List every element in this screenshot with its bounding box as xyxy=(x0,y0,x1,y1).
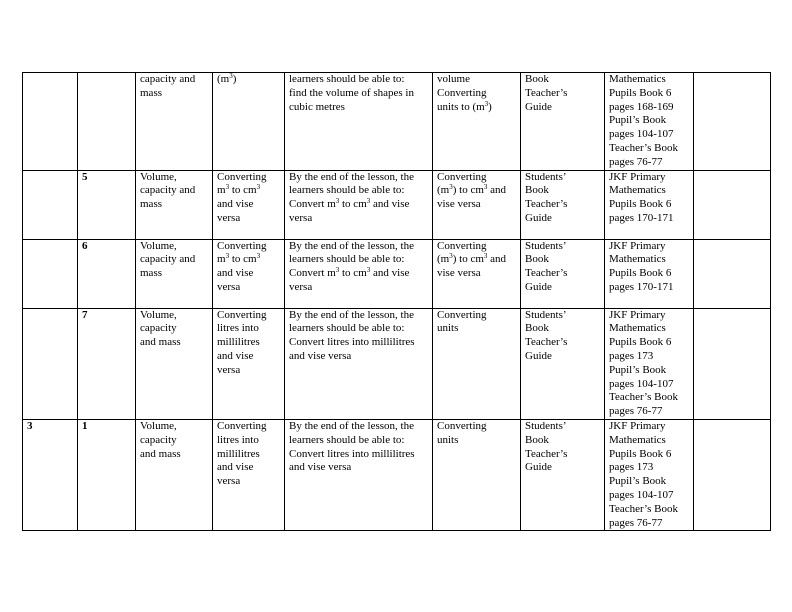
cell-text-line: Book xyxy=(525,73,549,85)
cell-text-line: learners should be able to: xyxy=(289,433,405,446)
sub-strand-cell xyxy=(213,170,285,239)
cell-text-line: learners should be able to: xyxy=(289,322,405,335)
cell-text-line: millilitres xyxy=(217,336,260,349)
cell-text-line: cubic metres xyxy=(289,100,345,113)
scheme-of-work-table xyxy=(22,72,771,531)
cell-text-line: and mass xyxy=(140,447,181,460)
cell-text-line: capacity xyxy=(140,433,177,446)
strand-cell xyxy=(136,419,213,530)
cell-text-line: capacity and xyxy=(140,73,196,85)
cell-text-line: $(m^3)$ to $cm^3$ and xyxy=(437,252,507,266)
sub-strand-cell xyxy=(213,239,285,308)
cell-text-line: litres into xyxy=(217,433,259,446)
outcomes-cell xyxy=(285,419,433,530)
remarks-cell xyxy=(694,73,771,171)
table-row xyxy=(23,419,771,530)
cell-text-line: $(m^3)$ xyxy=(217,72,237,85)
cell-text-line: versa xyxy=(289,280,313,293)
cell-text-line: and vise versa xyxy=(289,349,352,362)
cell-text-line: Pupils Book 6 xyxy=(609,336,672,349)
references-cell xyxy=(605,73,694,171)
activities-cell xyxy=(433,308,521,419)
cell-text-line: Convert litres into millilitres xyxy=(289,447,415,460)
table-row xyxy=(23,170,771,239)
cell-text-line: Converting xyxy=(217,170,267,183)
cell-text-line: pages 170-171 xyxy=(609,280,674,293)
week-cell: 3 xyxy=(23,419,78,530)
cell-text-line: Pupils Book 6 xyxy=(609,447,672,460)
cell-text-line: versa xyxy=(217,363,241,376)
table-body xyxy=(23,73,771,531)
cell-text-line: Convert $m^3$ to $cm^3$ and vise xyxy=(289,266,410,280)
cell-text-line: Guide xyxy=(525,211,552,224)
activities-cell xyxy=(433,170,521,239)
cell-text-line: pages 76-77 xyxy=(609,155,663,168)
cell-text-line: units xyxy=(437,433,459,446)
cell-text-line: units to $(m^3)$ xyxy=(437,99,492,113)
cell-text-line: versa xyxy=(217,475,241,488)
cell-text-line: learners should be able to: xyxy=(289,184,405,197)
resources-cell xyxy=(521,73,605,171)
cell-text-line: Book xyxy=(525,253,549,266)
cell-text-line: and vise versa xyxy=(289,461,352,474)
cell-text-line: Teacher’s xyxy=(525,267,568,280)
strand-cell xyxy=(136,239,213,308)
outcomes-cell xyxy=(285,239,433,308)
cell-text-line: pages 104-107 xyxy=(609,128,674,141)
references-cell xyxy=(605,170,694,239)
cell-text-line: Teacher’s xyxy=(525,447,568,460)
outcomes-cell xyxy=(285,170,433,239)
resources-cell xyxy=(521,419,605,530)
cell-text-line: Volume, xyxy=(140,239,177,252)
cell-text-line: Convert litres into millilitres xyxy=(289,336,415,349)
cell-text-line: versa xyxy=(289,211,313,224)
cell-text-line: Teacher’s xyxy=(525,336,568,349)
activities-cell xyxy=(433,239,521,308)
outcomes-cell xyxy=(285,308,433,419)
cell-text-line: Volume, xyxy=(140,170,177,183)
week-cell xyxy=(23,239,78,308)
cell-text-line: Book xyxy=(525,322,549,335)
cell-text-line: Mathematics xyxy=(609,184,666,197)
cell-text-line: and vise xyxy=(217,198,254,211)
cell-text-line: Teacher’s Book xyxy=(609,502,678,515)
cell-text-line: versa xyxy=(217,280,241,293)
cell-text-line: JKF Primary xyxy=(609,308,666,321)
cell-text-line: Book xyxy=(525,433,549,446)
strand-cell xyxy=(136,73,213,171)
cell-text-line: mass xyxy=(140,86,162,99)
cell-text-line: Converting xyxy=(437,86,487,99)
cell-text-line: Teacher’s Book xyxy=(609,391,678,404)
cell-text-line: vise versa xyxy=(437,267,481,280)
cell-text-line: Pupil’s Book xyxy=(609,114,667,127)
cell-text-line: vise versa xyxy=(437,198,481,211)
sub-strand-cell xyxy=(213,73,285,171)
cell-text-line: Guide xyxy=(525,461,552,474)
cell-text-line: Mathematics xyxy=(609,322,666,335)
week-cell xyxy=(23,170,78,239)
cell-text-line: litres into xyxy=(217,322,259,335)
cell-text-line: $(m^3)$ to $cm^3$ and xyxy=(437,183,507,197)
cell-text-line: Students’ xyxy=(525,308,567,321)
cell-text-line: Mathematics xyxy=(609,73,666,85)
cell-text-line: Pupils Book 6 xyxy=(609,267,672,280)
cell-text-line: Teacher’s Book xyxy=(609,141,678,154)
activities-cell xyxy=(433,419,521,530)
cell-text-line: By the end of the lesson, the xyxy=(289,239,414,252)
cell-text-line: Guide xyxy=(525,280,552,293)
sub-strand-cell xyxy=(213,308,285,419)
cell-text-line: learners should be able to: xyxy=(289,253,405,266)
cell-text-line: learners should be able to: xyxy=(289,73,405,85)
lesson-cell: 7 xyxy=(78,308,136,419)
cell-text-line: millilitres xyxy=(217,447,260,460)
cell-text-line: Converting xyxy=(437,170,487,183)
week-cell xyxy=(23,308,78,419)
cell-text-line: Converting xyxy=(217,239,267,252)
cell-text-line: JKF Primary xyxy=(609,170,666,183)
cell-text-line: Converting xyxy=(437,308,487,321)
cell-text-line: pages 173 xyxy=(609,349,654,362)
cell-text-line: Teacher’s xyxy=(525,86,568,99)
cell-text-line: Book xyxy=(525,184,549,197)
strand-cell xyxy=(136,308,213,419)
cell-text-line: Pupil’s Book xyxy=(609,475,667,488)
cell-text-line: Volume, xyxy=(140,308,177,321)
cell-text-line: units xyxy=(437,322,459,335)
resources-cell xyxy=(521,308,605,419)
cell-text-line: Volume, xyxy=(140,419,177,432)
activities-cell xyxy=(433,73,521,171)
cell-text-line: Mathematics xyxy=(609,253,666,266)
cell-text-line: Students’ xyxy=(525,239,567,252)
cell-text-line: $m^3$ to $cm^3$ xyxy=(217,252,261,266)
cell-text-line: Students’ xyxy=(525,419,567,432)
cell-text-line: pages 104-107 xyxy=(609,488,674,501)
lesson-cell: 1 xyxy=(78,419,136,530)
cell-text-line: and vise xyxy=(217,461,254,474)
table-row xyxy=(23,239,771,308)
cell-text-line: Pupils Book 6 xyxy=(609,198,672,211)
cell-text-line: pages 104-107 xyxy=(609,377,674,390)
references-cell xyxy=(605,419,694,530)
outcomes-cell xyxy=(285,73,433,171)
cell-text-line: and vise xyxy=(217,349,254,362)
cell-text-line: Teacher’s xyxy=(525,198,568,211)
remarks-cell xyxy=(694,239,771,308)
cell-text-line: pages 76-77 xyxy=(609,516,663,529)
cell-text-line: Converting xyxy=(217,419,267,432)
cell-text-line: and mass xyxy=(140,336,181,349)
cell-text-line: Pupils Book 6 xyxy=(609,86,672,99)
references-cell xyxy=(605,308,694,419)
cell-text-line: pages 168-169 xyxy=(609,100,674,113)
cell-text-line: capacity xyxy=(140,322,177,335)
cell-text-line: volume xyxy=(437,73,470,85)
cell-text-line: versa xyxy=(217,211,241,224)
cell-text-line: Pupil’s Book xyxy=(609,363,667,376)
cell-text-line: pages 173 xyxy=(609,461,654,474)
cell-text-line: $m^3$ to $cm^3$ xyxy=(217,183,261,197)
remarks-cell xyxy=(694,170,771,239)
lesson-cell xyxy=(78,73,136,171)
cell-text-line: Converting xyxy=(217,308,267,321)
cell-text-line: mass xyxy=(140,267,162,280)
cell-text-line: Students’ xyxy=(525,170,567,183)
cell-text-line: find the volume of shapes in xyxy=(289,86,414,99)
remarks-cell xyxy=(694,308,771,419)
cell-text-line: and vise xyxy=(217,267,254,280)
remarks-cell xyxy=(694,419,771,530)
cell-text-line: By the end of the lesson, the xyxy=(289,308,414,321)
table-row xyxy=(23,73,771,171)
cell-text-line: Guide xyxy=(525,100,552,113)
cell-text-line: JKF Primary xyxy=(609,419,666,432)
cell-text-line: pages 170-171 xyxy=(609,211,674,224)
cell-text-line: Guide xyxy=(525,349,552,362)
references-cell xyxy=(605,239,694,308)
cell-text-line: capacity and xyxy=(140,253,196,266)
cell-text-line: mass xyxy=(140,198,162,211)
strand-cell xyxy=(136,170,213,239)
lesson-cell: 5 xyxy=(78,170,136,239)
lesson-cell: 6 xyxy=(78,239,136,308)
cell-text-line: Convert $m^3$ to $cm^3$ and vise xyxy=(289,197,410,211)
week-cell xyxy=(23,73,78,171)
cell-text-line: By the end of the lesson, the xyxy=(289,170,414,183)
cell-text-line: By the end of the lesson, the xyxy=(289,419,414,432)
sub-strand-cell xyxy=(213,419,285,530)
cell-text-line: capacity and xyxy=(140,184,196,197)
cell-text-line: Converting xyxy=(437,419,487,432)
resources-cell xyxy=(521,239,605,308)
cell-text-line: Mathematics xyxy=(609,433,666,446)
cell-text-line: pages 76-77 xyxy=(609,405,663,418)
cell-text-line: Converting xyxy=(437,239,487,252)
cell-text-line: JKF Primary xyxy=(609,239,666,252)
resources-cell xyxy=(521,170,605,239)
table-row xyxy=(23,308,771,419)
